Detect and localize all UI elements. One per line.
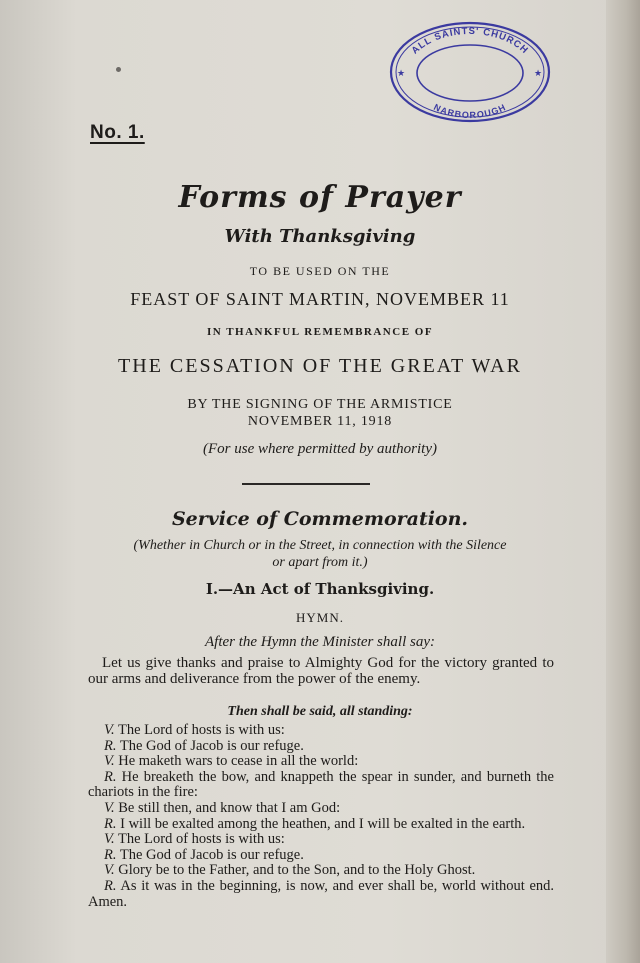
- stamp-star-right-icon: ★: [534, 69, 543, 79]
- response: R. He breaketh the bow, and knappeth the spear in sunder, and burneth the chariots in the fire:: [88, 768, 554, 801]
- standing-rubric: Then shall be said, all standing:: [227, 704, 413, 719]
- feast-line: FEAST OF SAINT MARTIN, NOVEMBER 11: [130, 289, 510, 309]
- versicle: V. Glory be to the Father, and to the Son, and to the Holy Ghost.: [104, 862, 476, 879]
- armistice-date: NOVEMBER 11, 1918: [247, 414, 393, 429]
- cessation-heading: THE CESSATION OF THE GREAT WAR: [118, 355, 522, 377]
- versicle: V. Be still then, and know that I am God:: [104, 799, 341, 816]
- document-title: Forms of Prayer: [178, 180, 462, 215]
- stamp-top-text: ALL SAINTS' CHURCH: [409, 25, 531, 57]
- response: R. As it was in the beginning, is now, and ever shall be, world without end. Amen.: [88, 877, 555, 910]
- remembrance-line: IN THANKFUL REMEMBRANCE OF: [206, 326, 434, 338]
- versicles-list: [88, 723, 554, 910]
- permitted-note: (For use where permitted by authority): [203, 441, 437, 457]
- after-hymn-rubric: After the Hymn the Minister shall say:: [205, 634, 435, 650]
- document-subtitle: With Thanksgiving: [224, 226, 416, 247]
- whether-note: [80, 537, 560, 571]
- versicle: V. The Lord of hosts is with us:: [104, 722, 285, 738]
- document-number: No. 1.: [90, 122, 145, 143]
- act-heading: I.—An Act of Thanksgiving.: [205, 580, 435, 598]
- page-edge: [606, 0, 640, 963]
- response: R. I will be exalted among the heathen, and I will be exalted in the earth.: [104, 815, 526, 832]
- stamp-star-left-icon: ★: [397, 69, 406, 79]
- armistice-line: BY THE SIGNING OF THE ARMISTICE: [187, 397, 453, 412]
- versicle: V. The Lord of hosts is with us:: [104, 831, 285, 848]
- response: R. The God of Jacob is our refuge.: [104, 846, 304, 863]
- paper-speck: [116, 67, 121, 72]
- section-divider: [242, 483, 370, 485]
- whether-note-line-2: or apart from it.): [272, 555, 368, 570]
- stamp-bottom-text: NARBOROUGH: [432, 101, 508, 121]
- service-heading: Service of Commemoration.: [171, 508, 469, 530]
- church-stamp: [388, 20, 552, 124]
- hymn-heading: HYMN.: [296, 610, 344, 625]
- thanksgiving-paragraph: Let us give thanks and praise to Almighty God for the victory granted to our arms and deliverance from the power of the enemy.: [88, 655, 554, 687]
- response: R. The God of Jacob is our refuge.: [104, 737, 304, 754]
- whether-note-line-1: (Whether in Church or in the Street, in connection with the Silence: [133, 538, 507, 553]
- to-be-used-line: TO BE USED ON THE: [249, 264, 391, 278]
- versicle: V. He maketh wars to cease in all the world:: [104, 753, 359, 770]
